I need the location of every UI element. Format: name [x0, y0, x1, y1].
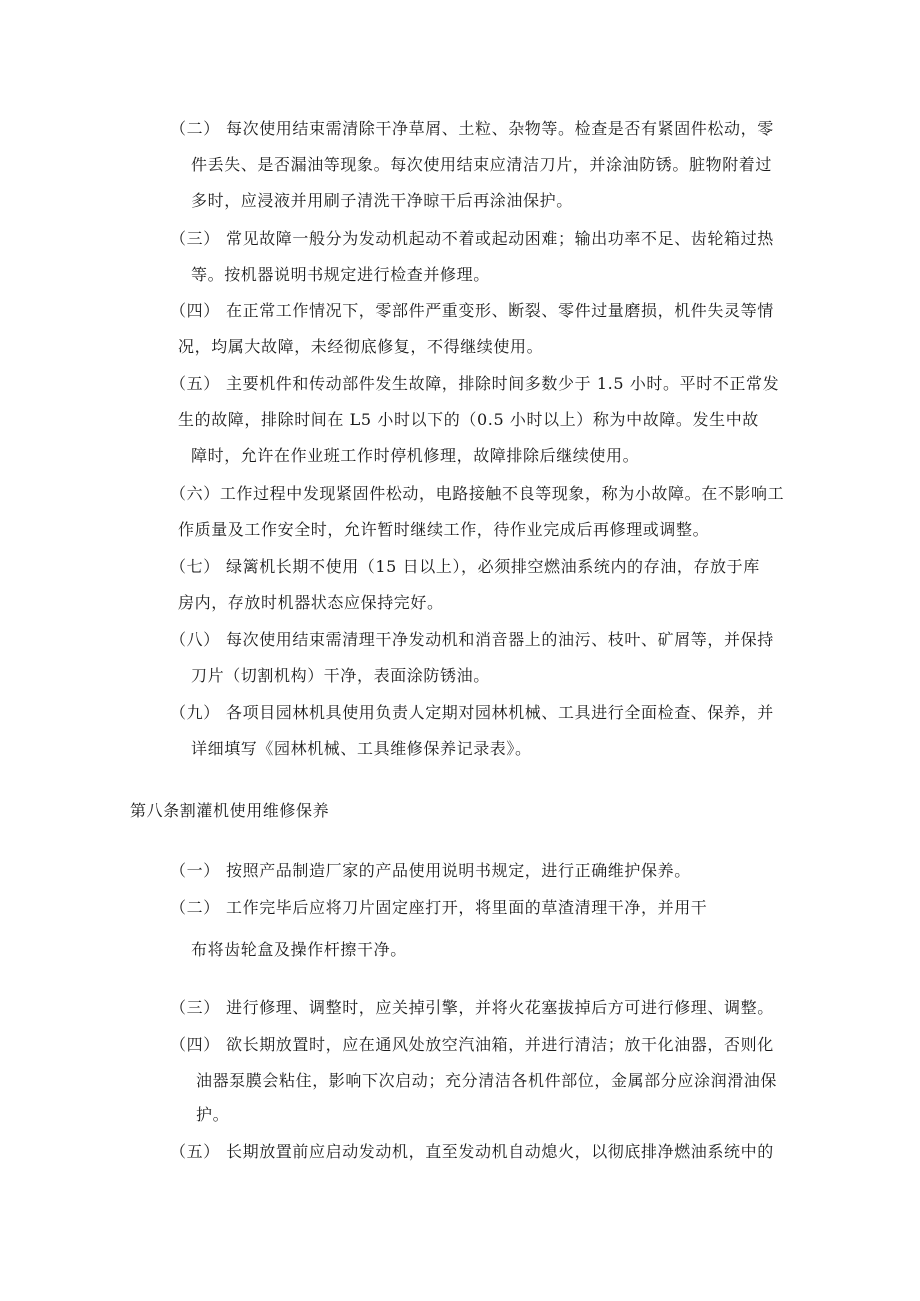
item-text: 进行修理、调整时，应关掉引擎，并将火花塞拔掉后方可进行修理、调整。 [226, 998, 774, 1017]
item-number: （一） [170, 861, 220, 880]
item-text: 欲长期放置时，应在通风处放空汽油箱，并进行清洁；放干化油器，否则化 [226, 1035, 774, 1054]
item-text: 各项目园林机具使用负责人定期对园林机械、工具进行全面检查、保养，并 [226, 703, 774, 722]
item-text: 布将齿轮盒及操作杆擦干净。 [191, 940, 407, 959]
item-text: 件丢失、是否漏油等现象。每次使用结束应清洁刀片，并涂油防锈。脏物附着过 [191, 155, 773, 174]
item-number: （三） [170, 229, 220, 248]
item-number: （九） [170, 703, 220, 722]
item-text: 按照产品制造厂家的产品使用说明书规定，进行正确维护保养。 [226, 861, 691, 880]
item-text: 长期放置前应启动发动机，直至发动机自动熄火，以彻底排净燃油系统中的 [226, 1142, 774, 1161]
item-number: （八） [170, 630, 220, 649]
section-heading: 第八条割灌机使用维修保养 [130, 801, 330, 820]
item-number: （五） [170, 374, 220, 393]
item-text: 刀片（切割机构）干净，表面涂防锈油。 [191, 666, 490, 685]
item-text: 油器泵膜会粘住，影响下次启动；充分清洁各机件部位，金属部分应涂润滑油保 [196, 1071, 778, 1090]
item-text: 工作完毕后应将刀片固定座打开，将里面的草渣清理干净，并用干 [226, 898, 708, 917]
item-text: 作质量及工作安全时，允许暂时继续工作，待作业完成后再修理或调整。 [178, 520, 710, 539]
item-number: （三） [170, 998, 220, 1017]
item-text: 况，均属大故障，未经彻底修复，不得继续使用。 [178, 337, 544, 356]
item-text: 绿篱机长期不使用（15 日以上），必须排空燃油系统内的存油，存放于库 [226, 557, 760, 576]
item-text: 常见故障一般分为发动机起动不着或起动困难；输出功率不足、齿轮箱过热 [226, 229, 774, 248]
item-number: （四） [170, 301, 220, 320]
item-text: 工作过程中发现紧固件松动，电路接触不良等现象，称为小故障。在不影响工 [219, 484, 785, 503]
item-number: （四） [170, 1035, 220, 1054]
item-text: 障时，允许在作业班工作时停机修理，故障排除后继续使用。 [191, 446, 640, 465]
item-text: 生的故障，排除时间在 L5 小时以下的（0.5 小时以上）称为中故障。发生中故 [178, 410, 759, 429]
item-text: 详细填写《园林机械、工具维修保养记录表》。 [191, 739, 532, 758]
item-number: （六） [170, 484, 220, 503]
item-text: 等。按机器说明书规定进行检查并修理。 [191, 265, 490, 284]
item-text: 在正常工作情况下，零部件严重变形、断裂、零件过量磨损，机件失灵等情 [226, 301, 774, 320]
item-text: 每次使用结束需清除干净草屑、土粒、杂物等。检查是否有紧固件松动，零 [226, 119, 774, 138]
item-text: 房内，存放时机器状态应保持完好。 [178, 593, 444, 612]
item-text: 主要机件和传动部件发生故障，排除时间多数少于 1.5 小时。平时不正常发 [226, 374, 780, 393]
item-number: （二） [170, 119, 220, 138]
item-text: 多时，应浸液并用刷子清洗干净晾干后再涂油保护。 [191, 191, 573, 210]
item-text: 每次使用结束需清理干净发动机和消音器上的油污、枝叶、矿屑等，并保持 [226, 630, 774, 649]
item-number: （二） [170, 898, 220, 917]
item-number: （七） [170, 557, 220, 576]
item-number: （五） [170, 1142, 220, 1161]
item-text: 护。 [196, 1105, 230, 1124]
